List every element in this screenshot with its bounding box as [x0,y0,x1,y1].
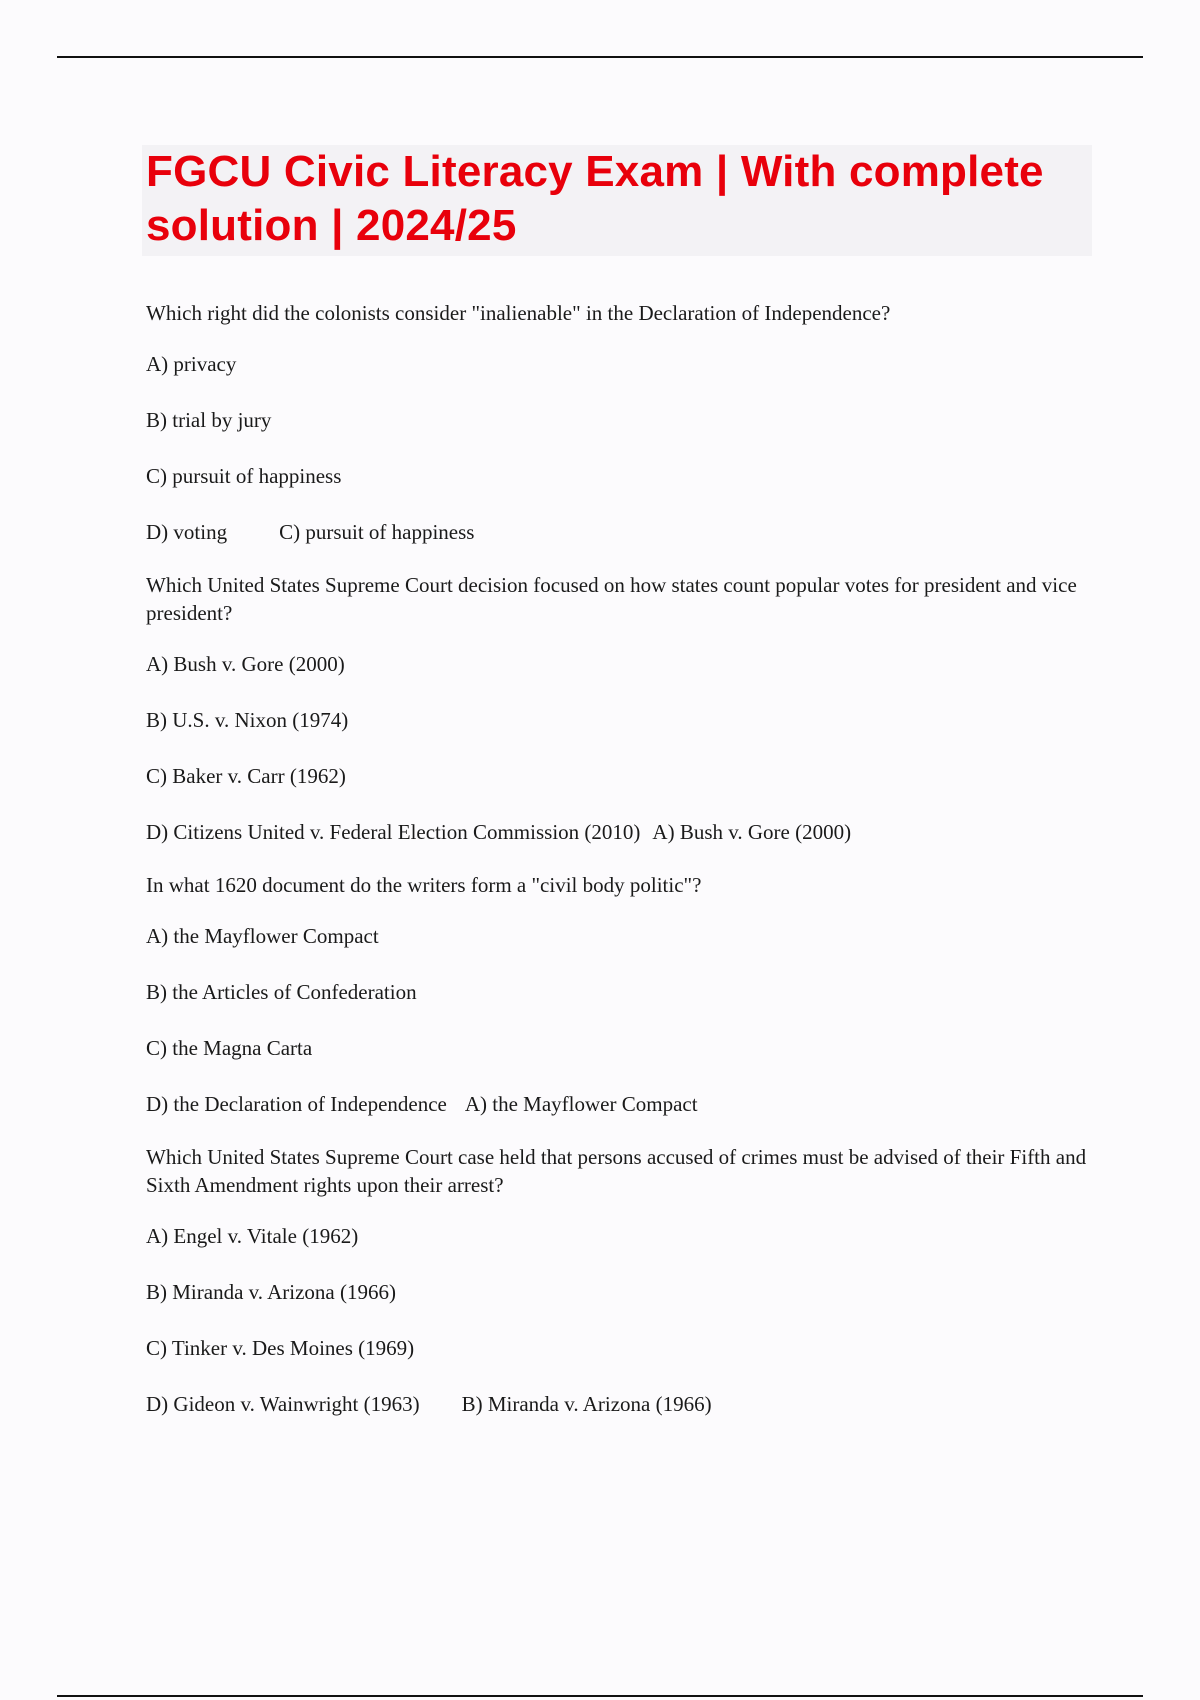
correct-answer: A) the Mayflower Compact [464,1092,698,1116]
answer-option: D) Gideon v. Wainwright (1963) [146,1392,420,1416]
question-text: Which United States Supreme Court decision focused on how states count popular votes for president and vice president? [146,573,1077,625]
header-rule [57,56,1143,58]
question-block [146,299,1096,546]
correct-answer: C) pursuit of happiness [279,520,475,544]
answer-option: D) voting [146,520,228,544]
document-title: FGCU Civic Literacy Exam | With complete solution | 2024/25 [146,147,1044,250]
answer-option: B) U.S. v. Nixon (1974) [146,708,349,732]
title-banner [142,145,1092,256]
question-text: Which United States Supreme Court case held that persons accused of crimes must be advised of their Fifth and Sixth Amendment rights upon their arrest? [146,1145,1087,1197]
answer-option: B) the Articles of Confederation [146,980,417,1004]
question-block [146,1143,1096,1418]
final-option-row [146,818,1096,846]
question-list [146,299,1096,1443]
correct-answer: B) Miranda v. Arizona (1966) [461,1392,712,1416]
footer-rule [57,1695,1143,1697]
answer-option: A) privacy [146,352,237,376]
answer-option: B) Miranda v. Arizona (1966) [146,1280,396,1304]
answer-option: B) trial by jury [146,408,272,432]
final-option-row [146,1390,1096,1418]
question-text: In what 1620 document do the writers form a "civil body politic"? [146,873,702,897]
answer-option: A) Bush v. Gore (2000) [146,652,345,676]
correct-answer: A) Bush v. Gore (2000) [652,820,852,844]
answer-option: A) the Mayflower Compact [146,924,379,948]
question-text: Which right did the colonists consider "inalienable" in the Declaration of Independence? [146,301,891,325]
question-block [146,571,1096,846]
final-option-row [146,518,1096,546]
answer-option: C) the Magna Carta [146,1036,313,1060]
answer-option: A) Engel v. Vitale (1962) [146,1224,359,1248]
answer-option: C) Tinker v. Des Moines (1969) [146,1336,415,1360]
answer-option: C) Baker v. Carr (1962) [146,764,346,788]
question-block [146,871,1096,1118]
answer-option: D) the Declaration of Independence [146,1092,447,1116]
answer-option: D) Citizens United v. Federal Election Commission (2010) [146,820,641,844]
final-option-row [146,1090,1096,1118]
answer-option: C) pursuit of happiness [146,464,342,488]
